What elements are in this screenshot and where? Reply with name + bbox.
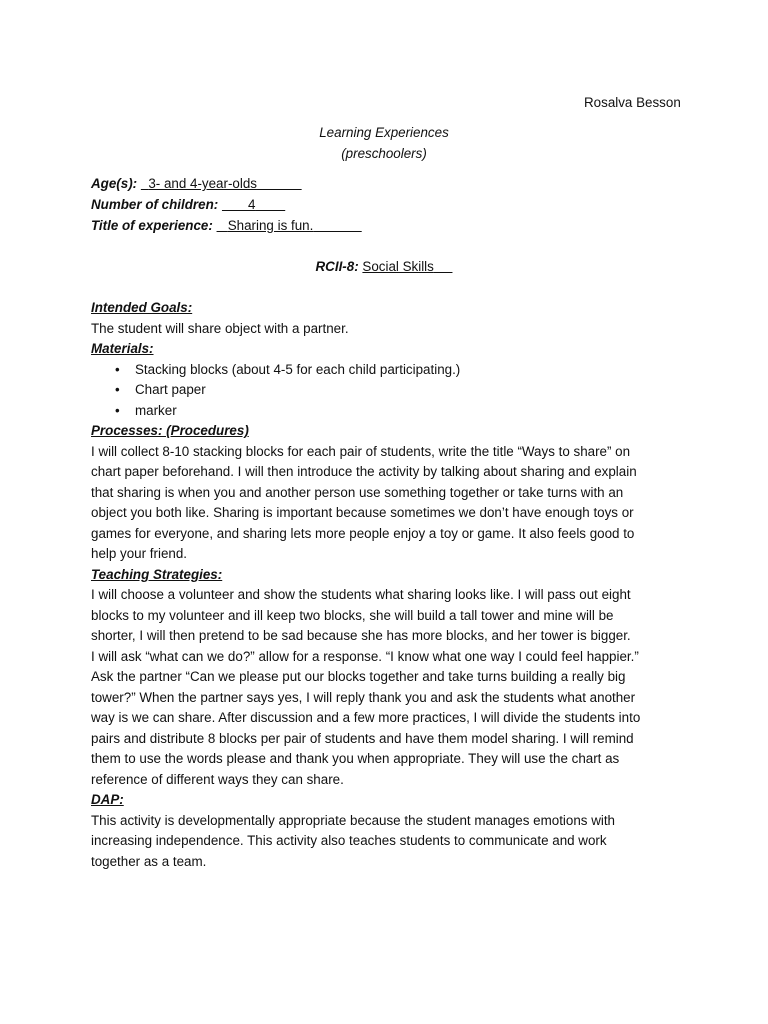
materials-heading: Materials: [91,341,154,356]
text-line: This activity is developmentally appropriate because the student manages emotions with [91,812,616,828]
age-value: 3- and 4-year-olds [148,176,257,191]
text-line: I will choose a volunteer and show the students what sharing looks like. I will pass out eight [91,587,631,602]
title-row [91,216,362,237]
bullet-icon: • [115,402,120,418]
list-item: • Stacking blocks (about 4-5 for each child participating.) [91,360,681,381]
age-label: Age(s): [91,176,138,191]
text-line: I will collect 8-10 stacking blocks for each pair of students, write the title “Ways to share” on [91,443,631,459]
author-name: Rosalva Besson [584,95,681,110]
text-line: together as a team. [91,853,207,869]
document-subtitle: (preschoolers) [341,146,427,161]
rcii-line [0,257,768,278]
text-line: blocks to my volunteer and ill keep two blocks, she will build a tall tower and mine will be [91,607,614,623]
bullet-icon: • [115,361,120,377]
teaching-paragraph [91,585,681,790]
rcii-label: RCII-8: [315,259,359,274]
materials-list [91,360,681,422]
text-line: games for everyone, and sharing lets more people enjoy a toy or game. It also feels good to [91,525,635,541]
text-line: increasing independence. This activity also teaches students to communicate and work [91,833,607,848]
children-value: 4 [248,196,256,212]
processes-paragraph [91,442,681,565]
list-item: • marker [91,401,681,422]
children-label: Number of children: [91,196,219,212]
text-line: I will ask “what can we do?” allow for a response. “I know what one way I could feel happier.” [91,648,639,664]
age-row [91,174,362,195]
text-line: tower?” When the partner says yes, I will reply thank you and ask the students what another [91,689,636,705]
title-label: Title of experience: [91,217,213,233]
rcii-value: Social Skills [362,259,434,274]
goals-heading: Intended Goals: [91,300,193,315]
dap-heading: DAP: [91,792,124,807]
text-line: object you both like. Sharing is important because sometimes we don’t have enough toys or [91,505,634,520]
title-value: Sharing is fun. [227,217,314,233]
bullet-icon: • [115,382,120,397]
document-title: Learning Experiences [319,125,449,140]
text-line: chart paper beforehand. I will then introduce the activity by talking about sharing and explain [91,464,637,479]
dap-paragraph [91,811,681,873]
goals-text: The student will share object with a partner. [91,320,349,336]
text-line: shorter, I will then pretend to be sad because she has more blocks, and her tower is bigger. [91,628,631,643]
text-line: them to use the words please and thank you when appropriate. They will use the chart as [91,751,620,766]
teaching-heading: Teaching Strategies: [91,566,223,582]
text-line: reference of different ways they can share. [91,771,344,787]
text-line: that sharing is when you and another person use something together or take turns with an [91,484,624,500]
text-line: way is we can share. After discussion and a few more practices, I will divide the students into [91,710,641,725]
processes-heading: Processes: (Procedures) [91,423,249,438]
document-body [91,298,681,872]
list-item: • Chart paper [91,380,681,401]
experience-info [91,174,362,236]
children-row [91,195,362,216]
text-line: help your friend. [91,546,188,561]
text-line: Ask the partner “Can we please put our blocks together and take turns building a really big [91,669,626,684]
text-line: pairs and distribute 8 blocks per pair of students and have them model sharing. I will remind [91,730,634,746]
